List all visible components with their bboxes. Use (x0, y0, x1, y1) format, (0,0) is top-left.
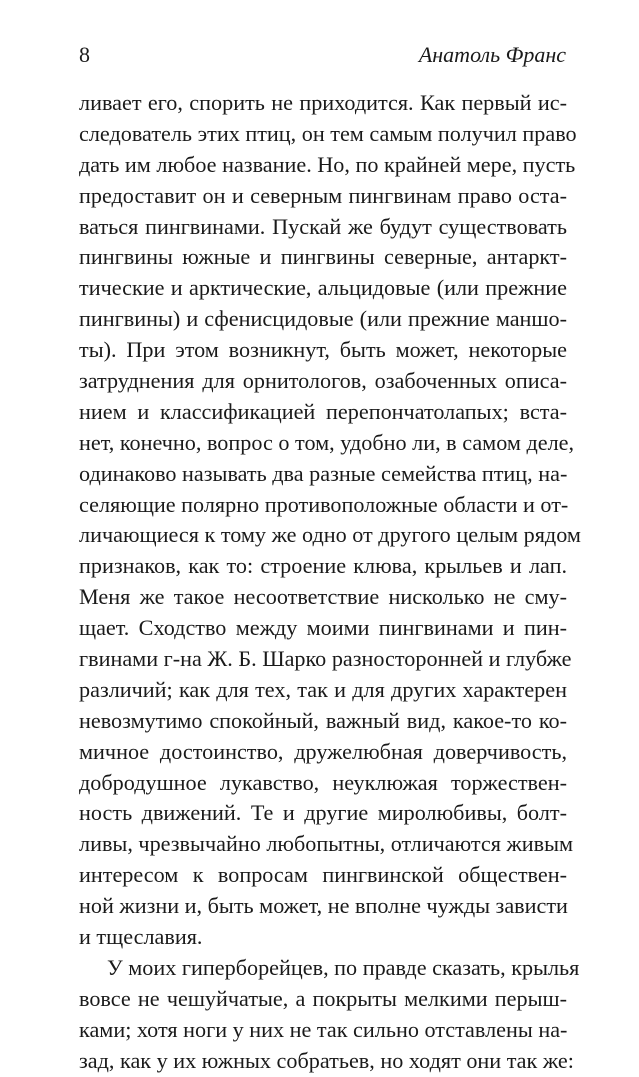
text-line: ной жизни и, быть может, не вполне чужды зависти (79, 893, 568, 919)
text-line: Меня же такое несоответствие нисколько не сму- (79, 584, 567, 610)
text-line: признаков, как то: строение клюва, крыльев и лап. (79, 553, 567, 579)
text-line: интересом к вопросам пингвинской обществен- (79, 862, 567, 888)
running-title: Анатоль Франс (418, 42, 566, 67)
text-line: нием и классификацией перепончатолапых; вста- (79, 398, 567, 424)
text-line: вовсе не чешуйчатые, а покрыты мелкими перыш- (79, 985, 567, 1011)
text-line: мичное достоинство, дружелюбная доверчивость, (79, 738, 567, 764)
text-line: дать им любое название. Но, по крайней мере, пусть (79, 151, 576, 177)
text-line: следователь этих птиц, он тем самым получил право (79, 120, 577, 146)
text-line: ты). При этом возникнут, быть может, некоторые (79, 337, 567, 363)
running-head (79, 40, 566, 70)
text-line: и тщеславия. (79, 924, 203, 950)
text-line: тические и арктические, альцидовые (или прежние (79, 275, 567, 301)
text-line: различий; как для тех, так и для других характерен (79, 676, 567, 702)
text-line: щает. Сходство между моими пингвинами и пин- (79, 615, 567, 641)
text-line: пингвины южные и пингвины северные, антаркт- (79, 244, 567, 270)
text-line: ками; хотя ноги у них не так сильно отставлены на- (79, 1016, 568, 1042)
text-line: нет, конечно, вопрос о том, удобно ли, в самом деле, (79, 429, 575, 455)
body-text (79, 88, 581, 1077)
text-line: селяющие полярно противоположные области и от- (79, 491, 569, 517)
paragraph-1 (79, 88, 581, 953)
text-line: личающиеся к тому же одно от другого целым рядом (79, 522, 581, 548)
text-line: добродушное лукавство, неуклюжая торжествен- (79, 769, 567, 795)
text-line: зад, как у их южных собратьев, но ходят они так же: (79, 1047, 574, 1073)
text-line: предоставит он и северным пингвинам право оста- (79, 182, 567, 208)
text-line: ливает его, спорить не приходится. Как первый ис- (79, 90, 567, 115)
text-line: ливы, чрезвычайно любопытны, отличаются живым (79, 831, 574, 857)
text-line: У моих гиперборейцев, по правде сказать, крылья (107, 954, 580, 980)
paragraph-2 (79, 953, 580, 1077)
text-line: затруднения для орнитологов, озабоченных описа- (79, 368, 567, 394)
text-line: гвинами г-на Ж. Б. Шарко разносторонней и глубже (79, 646, 572, 672)
text-line: невозмутимо спокойный, важный вид, какое-то ко- (79, 707, 567, 733)
text-line: одинаково называть два разные семейства птиц, на- (79, 460, 568, 486)
page-number: 8 (79, 42, 90, 67)
text-line: пингвины) и сфенисцидовые (или прежние маншо- (79, 306, 567, 332)
text-line: ваться пингвинами. Пускай же будут существовать (79, 213, 567, 239)
text-line: ность движений. Те и другие миролюбивы, болт- (79, 800, 567, 826)
